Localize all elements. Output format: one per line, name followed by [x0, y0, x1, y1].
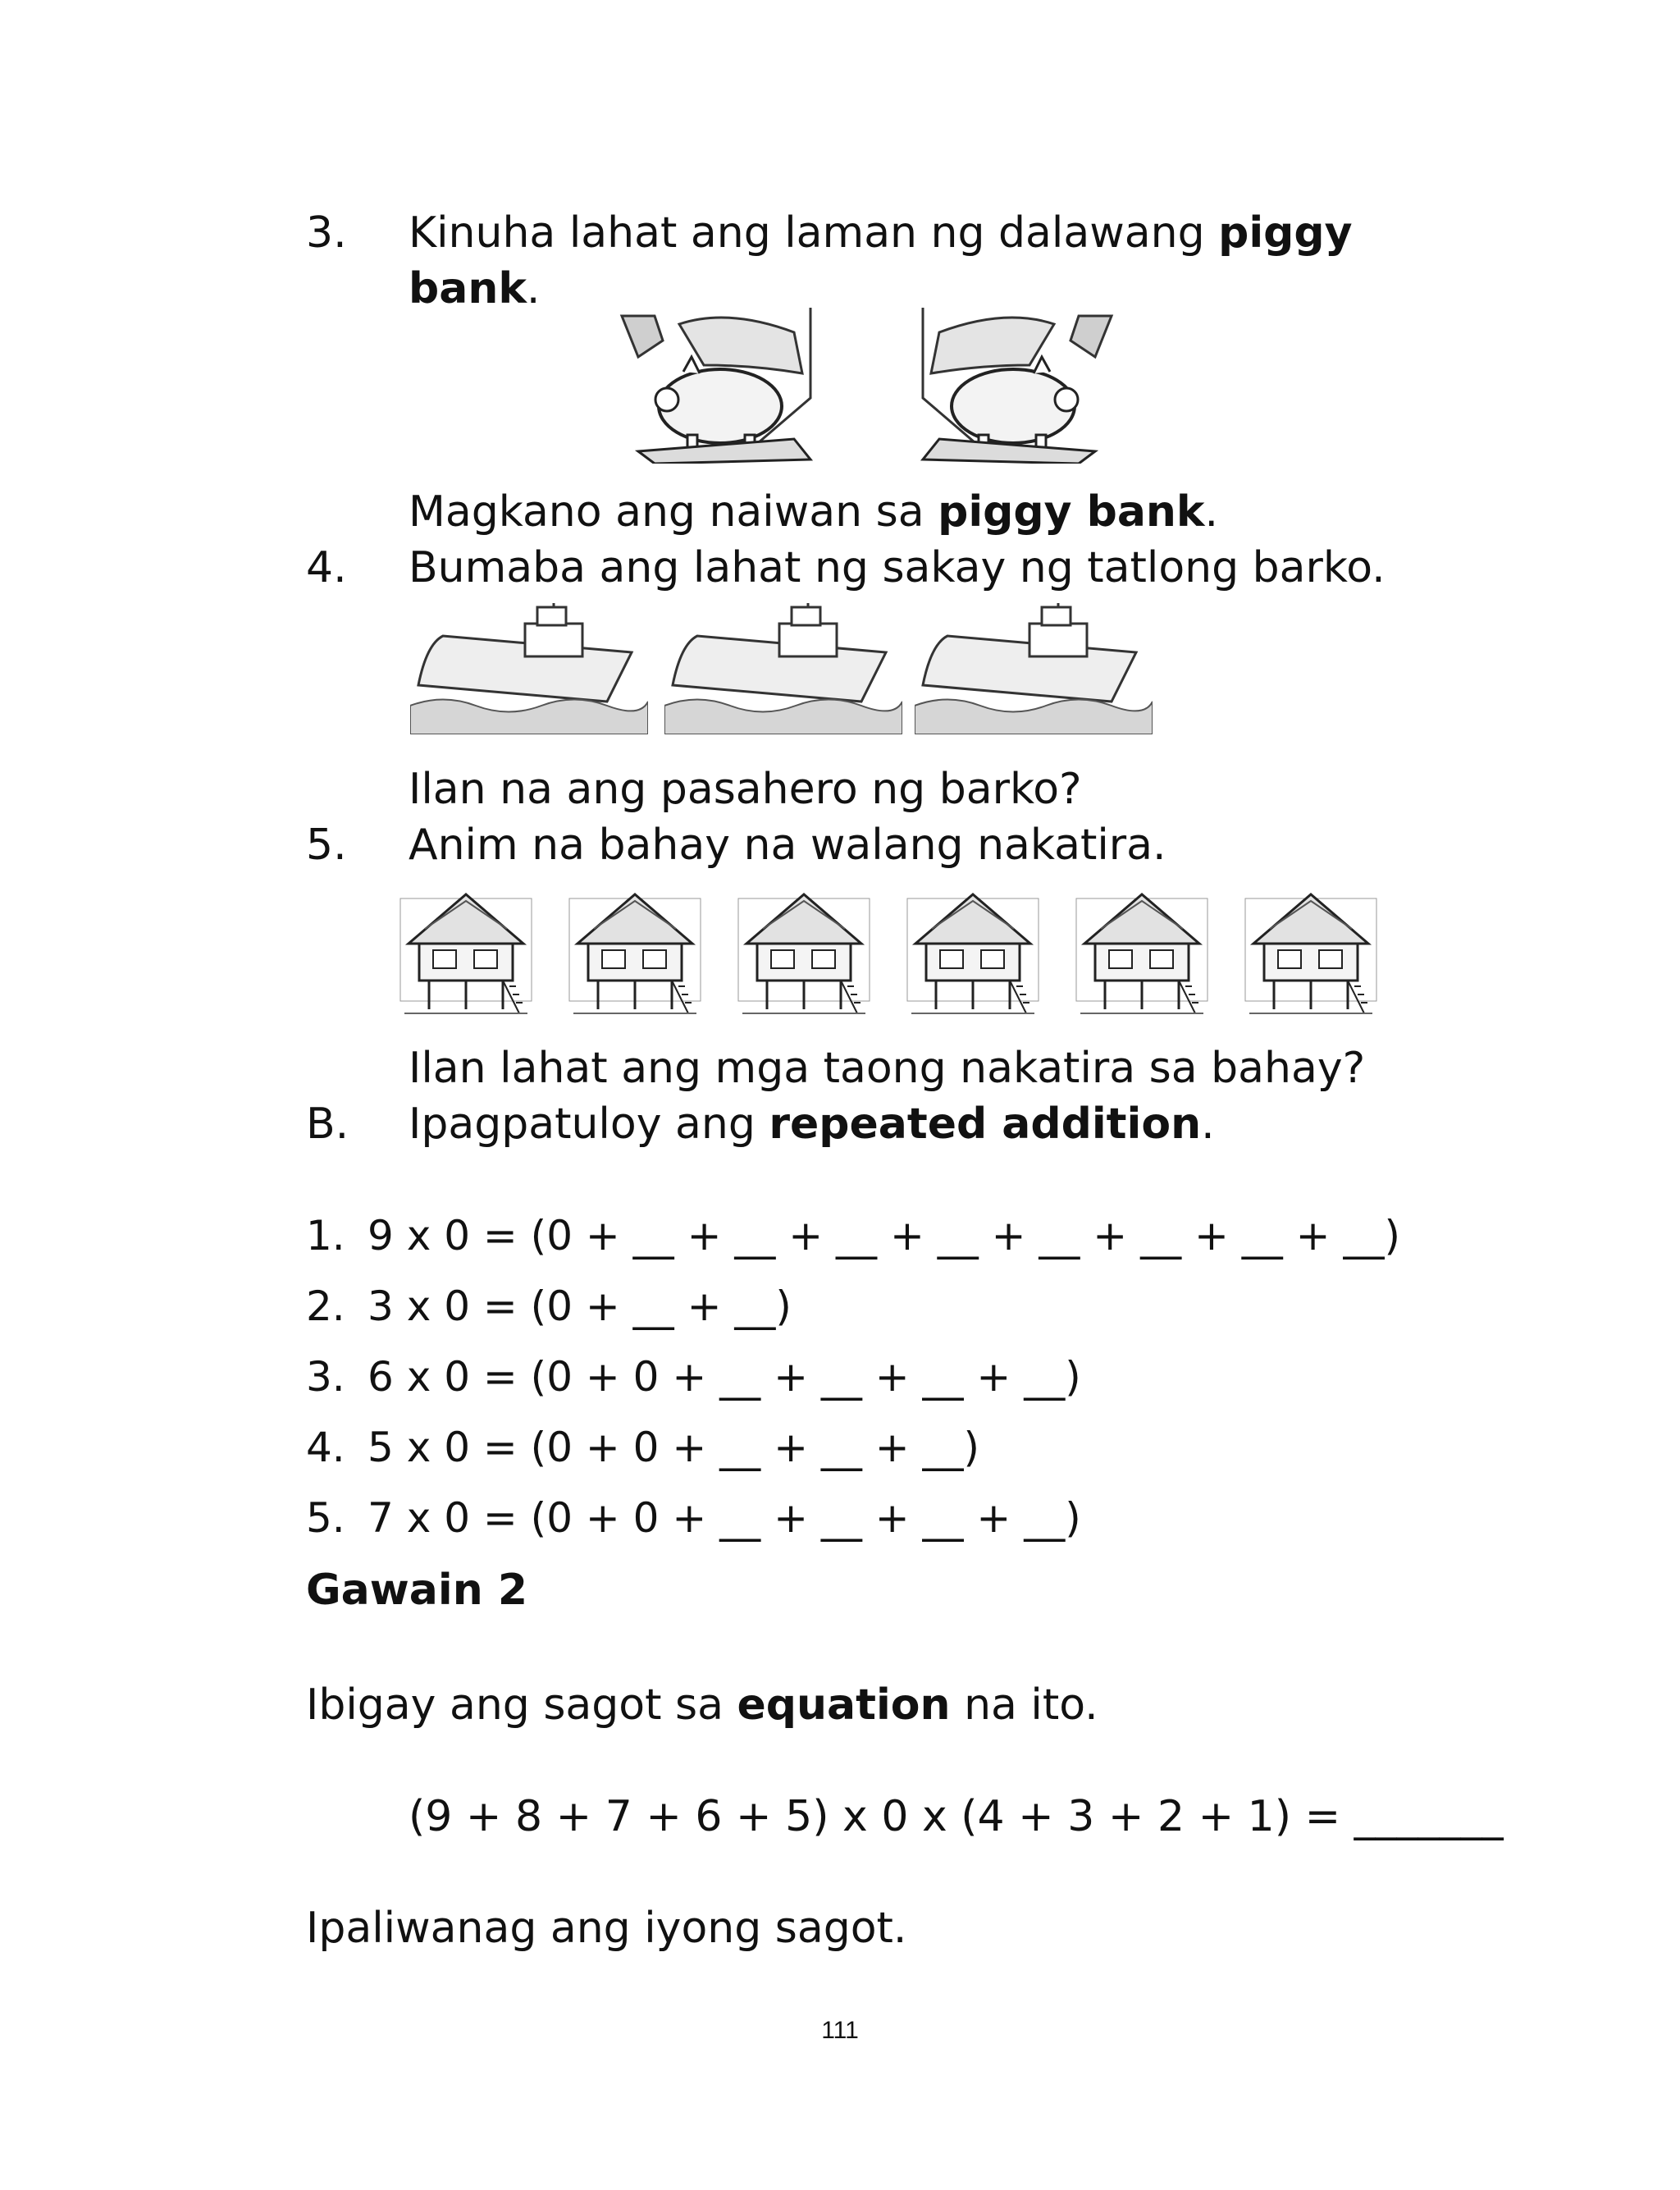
equation-4: 4. 5 x 0 = (0 + 0 + __ + __ + __) [306, 1424, 980, 1471]
item-3-number: 3. [306, 208, 347, 258]
item-3-text: Kinuha lahat ang laman ng dalawang piggy [409, 208, 1353, 258]
house-illustration [903, 878, 1043, 1030]
item-4-text: Bumaba ang lahat ng sakay ng tatlong barko. [409, 543, 1386, 592]
ship-illustration-2 [664, 603, 902, 734]
section-b-label: B. [306, 1100, 349, 1149]
gawain-instruction: Ibigay ang sagot sa equation na ito. [306, 1680, 1098, 1730]
item-5-text: Anim na bahay na walang nakatira. [409, 821, 1166, 870]
equation-2: 2. 3 x 0 = (0 + __ + __) [306, 1282, 792, 1330]
page-number: 111 [821, 2017, 859, 2044]
house-illustration [1241, 878, 1381, 1030]
item-4-number: 4. [306, 543, 347, 592]
section-b-instruction: Ipagpatuloy ang repeated addition. [409, 1100, 1215, 1149]
equation-5: 5. 7 x 0 = (0 + 0 + __ + __ + __ + __) [306, 1494, 1081, 1542]
gawain-heading: Gawain 2 [306, 1566, 528, 1615]
item-3-question: Magkano ang naiwan sa piggy bank. [409, 487, 1219, 537]
gawain-explain: Ipaliwanag ang iyong sagot. [306, 1904, 907, 1953]
item-5-number: 5. [306, 821, 347, 870]
item-5-question: Ilan lahat ang mga taong nakatira sa bahay? [409, 1044, 1366, 1093]
item-3-text-cont: bank. [409, 264, 541, 313]
gawain-equation: (9 + 8 + 7 + 6 + 5) x 0 x (4 + 3 + 2 + 1) = _______ [409, 1792, 1504, 1841]
item-4-question: Ilan na ang pasahero ng barko? [409, 765, 1082, 814]
house-illustration [734, 878, 874, 1030]
equation-1: 1. 9 x 0 = (0 + __ + __ + __ + __ + __ + __ + __ + __) [306, 1212, 1400, 1260]
piggy-bank-illustration-2 [898, 308, 1128, 464]
house-illustration [565, 878, 705, 1030]
house-illustration [1072, 878, 1212, 1030]
piggy-bank-illustration-1 [605, 308, 835, 464]
ship-illustration-3 [915, 603, 1153, 734]
house-illustration [396, 878, 536, 1030]
equation-3: 3. 6 x 0 = (0 + 0 + __ + __ + __ + __) [306, 1353, 1081, 1401]
ship-illustration-1 [410, 603, 648, 734]
